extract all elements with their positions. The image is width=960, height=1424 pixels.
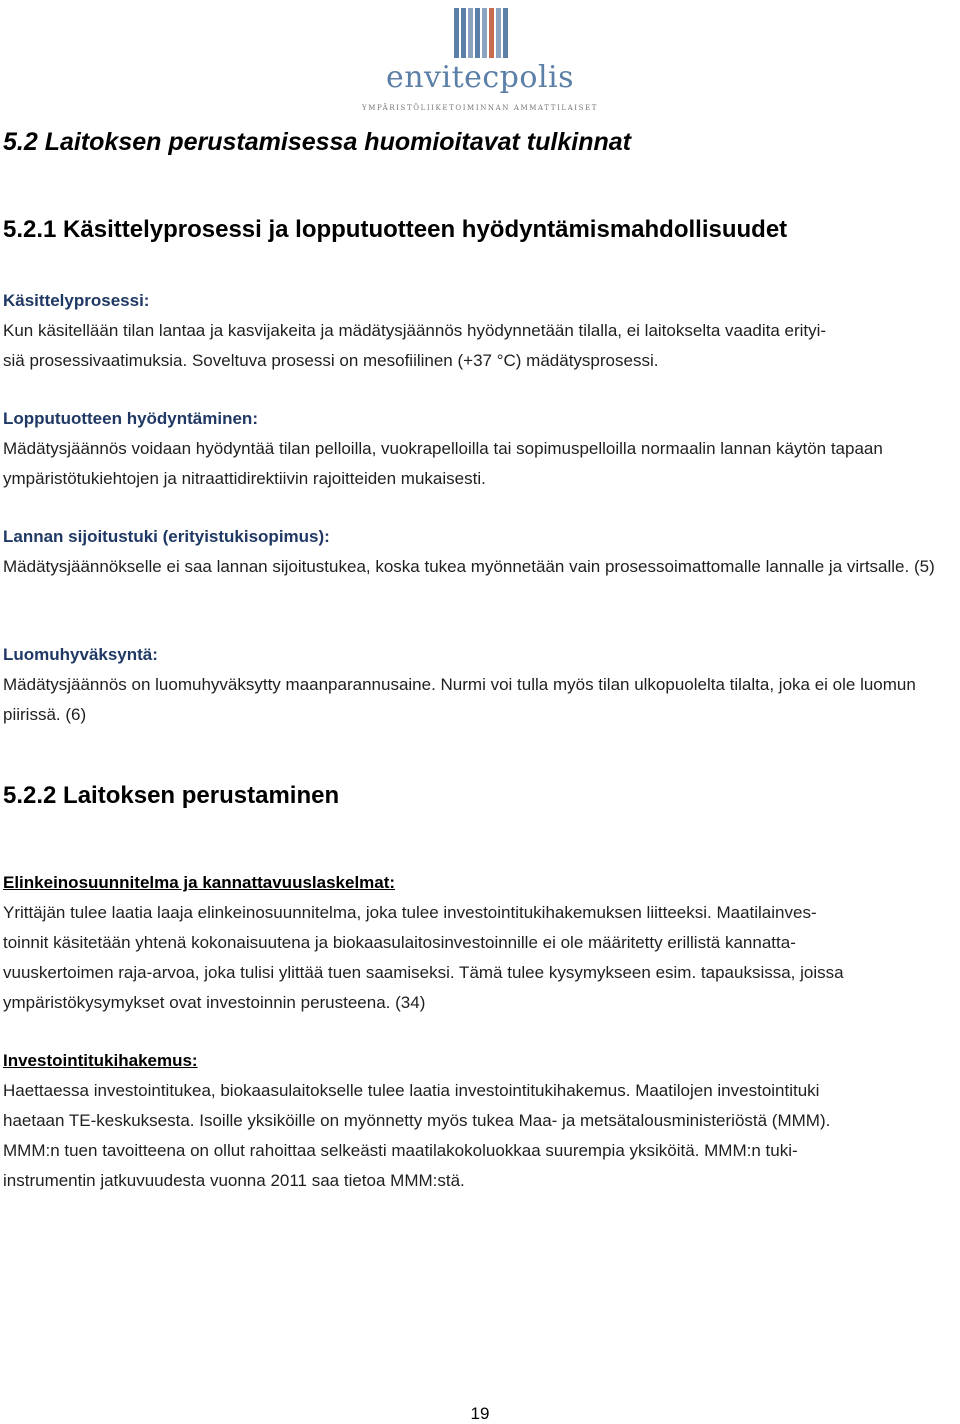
paragraph-line: ympäristökysymykset ovat investoinnin perusteena. (34)	[3, 993, 426, 1012]
paragraph-line: Yrittäjän tulee laatia laaja elinkeinosuunnitelma, joka tulee investointitukihakemuksen liitteeksi. Maatilainves-	[3, 903, 817, 922]
paragraph-line: haetaan TE-keskuksesta. Isoille yksiköille on myönnetty myös tukea Maa- ja metsätalousministeriöstä (MMM).	[3, 1111, 831, 1130]
paragraph-line: toinnit käsitetään yhtenä kokonaisuutena ja biokaasulaitosinvestoinnille ei ole määritetty erillistä kannatta-	[3, 933, 796, 952]
logo-bar	[496, 8, 501, 58]
logo-bar	[454, 8, 459, 58]
section-luomu	[3, 640, 956, 730]
logo-tagline: YMPÄRISTÖLIIKETOIMINNAN AMMATTILAISET	[362, 104, 598, 112]
logo-bar	[475, 8, 480, 58]
section-sijoitustuki	[3, 522, 956, 582]
section-elinkeinosuunnitelma	[3, 868, 956, 1018]
section-title: Lannan sijoitustuki (erityistukisopimus):	[3, 527, 330, 546]
paragraph: Mädätysjäännös voidaan hyödyntää tilan pelloilla, vuokrapelloilla tai sopimuspelloilla normaalin lannan käytön tapaan ympäristötukiehtojen ja nitraattidirektiivin rajoitteiden mukaisesti.	[3, 439, 883, 488]
paragraph-line: vuuskertoimen raja-arvoa, joka tulisi ylittää tuen saamiseksi. Tämä tulee kysymykseen esim. tapauksissa, joissa	[3, 963, 844, 982]
envitecpolis-logo	[360, 0, 600, 122]
heading-5-2-1: 5.2.1 Käsittelyprosessi ja lopputuotteen hyödyntämismahdollisuudet	[3, 216, 788, 243]
logo-bar	[468, 8, 473, 58]
section-title: Elinkeinosuunnitelma ja kannattavuuslaskelmat:	[3, 873, 396, 892]
section-title: Investointitukihakemus:	[3, 1051, 198, 1070]
section-title: Luomuhyväksyntä:	[3, 645, 158, 664]
logo-bar	[482, 8, 487, 58]
section-title: Käsittelyprosessi:	[3, 291, 150, 310]
heading-5-2-2: 5.2.2 Laitoksen perustaminen	[3, 782, 340, 809]
paragraph: Mädätysjäännökselle ei saa lannan sijoitustukea, koska tukea myönnetään vain prosessoimattomalle lannalle ja virtsalle. (5)	[3, 557, 935, 576]
paragraph-line: Haettaessa investointitukea, biokaasulaitokselle tulee laatia investointitukihakemus. Maatilojen investointituki	[3, 1081, 820, 1100]
logo-wordmark: envitecpolis	[385, 60, 575, 95]
paragraph-line: MMM:n tuen tavoitteena on ollut rahoittaa selkeästi maatilakokoluokkaa suurempia yksiköitä. MMM:n tuki-	[3, 1141, 798, 1160]
logo-bar	[503, 8, 508, 58]
heading-5-2: 5.2 Laitoksen perustamisessa huomioitavat tulkinnat	[3, 128, 631, 156]
section-lopputuote	[3, 404, 956, 494]
logo-bar	[461, 8, 466, 58]
section-title: Lopputuotteen hyödyntäminen:	[3, 409, 258, 428]
section-investointitukihakemus	[3, 1046, 956, 1196]
paragraph: Mädätysjäännös on luomuhyväksytty maanparannusaine. Nurmi voi tulla myös tilan ulkopuolelta tilalta, joka ei ole luomun piirissä. (6)	[3, 675, 916, 724]
page-number: 19	[470, 1404, 490, 1423]
logo-bar	[489, 8, 494, 58]
paragraph-line: siä prosessivaatimuksia. Soveltuva prosessi on mesofiilinen (+37 °C) mädätysprosessi.	[3, 351, 659, 370]
paragraph-line: Kun käsitellään tilan lantaa ja kasvijakeita ja mädätysjäännös hyödynnetään tilalla, ei laitokselta vaadita erityi-	[3, 321, 827, 340]
section-kasittelyprosessi	[3, 286, 956, 376]
paragraph-line: instrumentin jatkuvuudesta vuonna 2011 saa tietoa MMM:stä.	[3, 1171, 465, 1190]
